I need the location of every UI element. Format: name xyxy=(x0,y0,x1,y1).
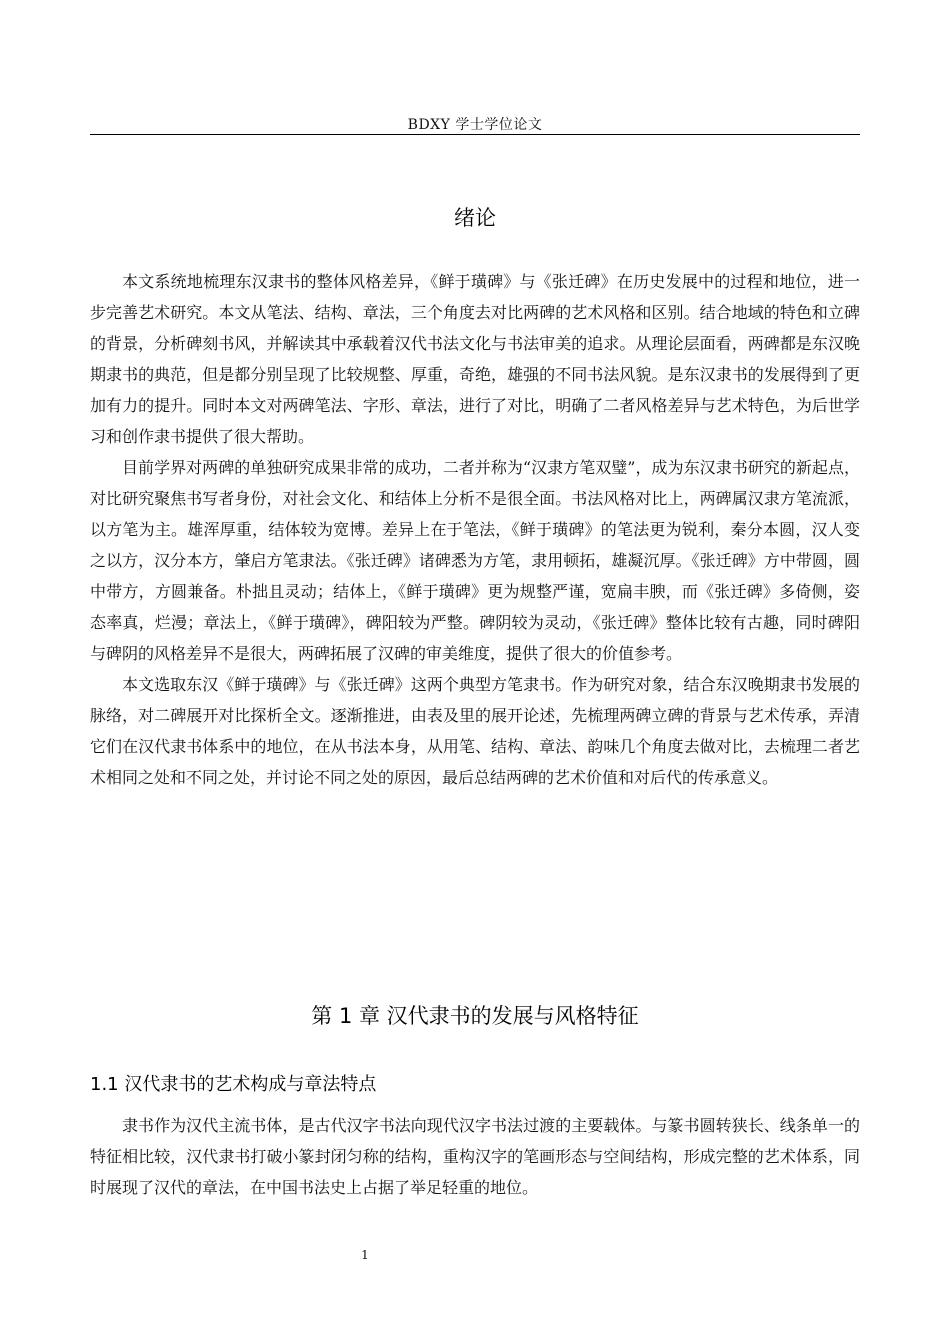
introduction-body xyxy=(90,266,860,793)
introduction-paragraph-2: 目前学界对两碑的单独研究成果非常的成功，二者并称为“汉隶方笔双璧”，成为东汉隶书研究的新起点，对比研究聚焦书写者身份，对社会文化、和结体上分析不是很全面。书法风格对比上，两碑属汉隶方笔流派，以方笔为主。雄浑厚重，结体较为宽博。差异上在于笔法，《鲜于璜碑》的笔法更为锐利，秦分本圆，汉人变之以方，汉分本方，肇启方笔隶法。《张迁碑》诸碑悉为方笔，隶用顿拓，雄凝沉厚。《张迁碑》方中带圆，圆中带方，方圆兼备。朴拙且灵动；结体上，《鲜于璜碑》更为规整严谨，宽扁丰腴，而《张迁碑》多倚侧，姿态率真，烂漫；章法上，《鲜于璜碑》，碑阳较为严整。碑阴较为灵动，《张迁碑》整体比较有古趣，同时碑阳与碑阴的风格差异不是很大，两碑拓展了汉碑的审美维度，提供了很大的价值参考。 xyxy=(90,458,860,663)
section-1-1-paragraph-1: 隶书作为汉代主流书体，是古代汉字书法向现代汉字书法过渡的主要载体。与篆书圆转狭长、线条单一的特征相比较，汉代隶书打破小篆封闭匀称的结构，重构汉字的笔画形态与空间结构，形成完整的艺术体系，同时展现了汉代的章法，在中国书法史上占据了举足轻重的地位。 xyxy=(90,1116,860,1197)
introduction-paragraph-1: 本文系统地梳理东汉隶书的整体风格差异，《鲜于璜碑》与《张迁碑》在历史发展中的过程和地位，进一步完善艺术研究。本文从笔法、结构、章法，三个角度去对比两碑的艺术风格和区别。结合地域的特色和立碑的背景，分析碑刻书风，并解读其中承载着汉代书法文化与书法审美的追求。从理论层面看，两碑都是东汉晚期隶书的典范，但是都分别呈现了比较规整、厚重，奇绝，雄强的不同书法风貌。是东汉隶书的发展得到了更加有力的提升。同时本文对两碑笔法、字形、章法，进行了对比，明确了二者风格差异与艺术特色，为后世学习和创作隶书提供了很大帮助。 xyxy=(90,272,860,446)
running-header: BDXY 学士学位论文 xyxy=(407,117,543,133)
header-divider xyxy=(90,134,860,135)
section-1-1-body xyxy=(90,1110,860,1203)
page-number: 1 xyxy=(361,1248,369,1262)
introduction-heading: 绪论 xyxy=(454,206,496,230)
introduction-paragraph-3: 本文选取东汉《鲜于璜碑》与《张迁碑》这两个典型方笔隶书。作为研究对象，结合东汉晚期隶书发展的脉络，对二碑展开对比探析全文。逐渐推进，由表及里的展开论述，先梳理两碑立碑的背景与艺术传承，弄清它们在汉代隶书体系中的地位，在从书法本身，从用笔、结构、章法、韵味几个角度去做对比，去梳理二者艺术相同之处和不同之处，并讨论不同之处的原因，最后总结两碑的艺术价值和对后代的传承意义。 xyxy=(90,675,860,787)
chapter-1-heading: 第 1 章 汉代隶书的发展与风格特征 xyxy=(311,1004,639,1028)
section-1-1-heading: 1.1 汉代隶书的艺术构成与章法特点 xyxy=(90,1074,377,1095)
